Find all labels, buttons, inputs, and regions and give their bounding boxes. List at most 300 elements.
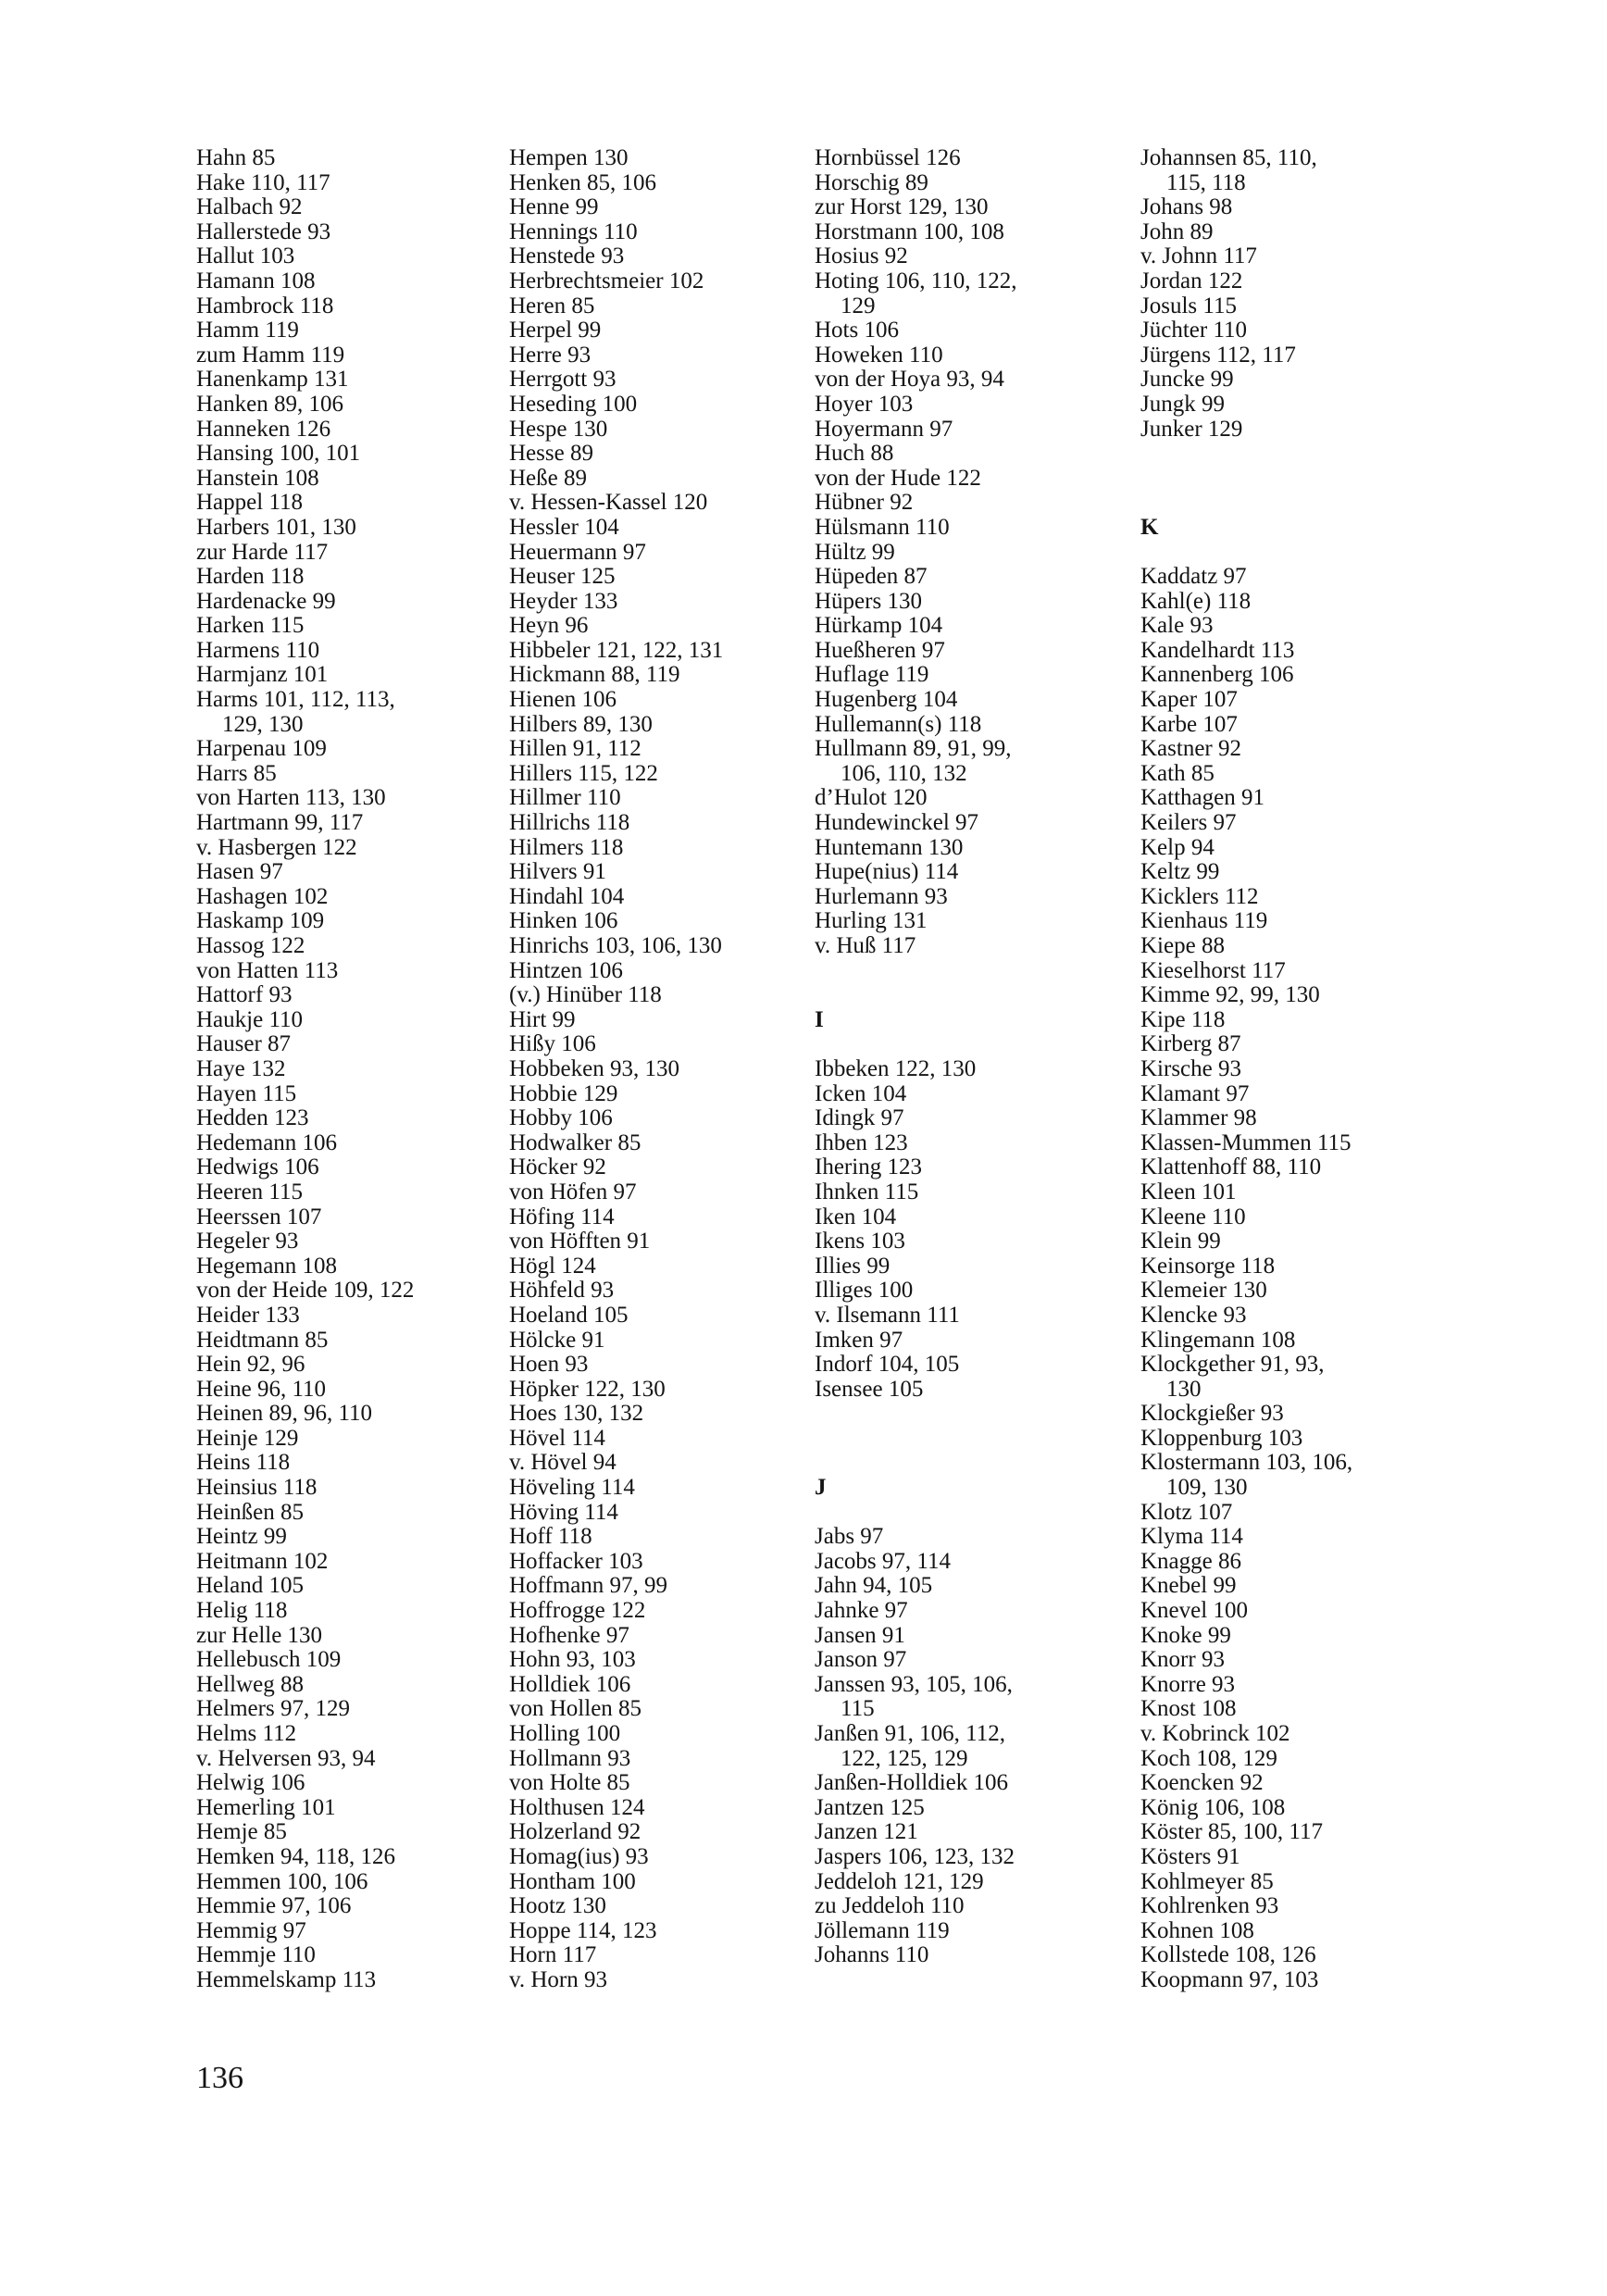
index-entry-text: Hullemann(s) 118 bbox=[815, 711, 982, 737]
index-entry bbox=[1140, 1329, 1446, 1354]
index-entry bbox=[196, 1451, 492, 1476]
index-entry bbox=[509, 1229, 805, 1254]
index-entry bbox=[1140, 737, 1446, 762]
index-entry-text: Happel 118 bbox=[196, 490, 304, 516]
index-entry-text: Haskamp 109 bbox=[196, 908, 325, 934]
index-entry-text: Helms 112 bbox=[196, 1721, 297, 1746]
index-entry-text: Hesse 89 bbox=[509, 441, 593, 467]
index-entry-continuation: 122, 125, 129 bbox=[841, 1745, 968, 1771]
index-entry bbox=[815, 146, 1120, 171]
index-entry bbox=[1140, 836, 1446, 861]
index-entry bbox=[196, 1870, 492, 1895]
index-entry bbox=[196, 1008, 492, 1033]
index-entry-text: von der Hoya 93, 94 bbox=[815, 367, 1004, 393]
index-entry-text: Hilbers 89, 130 bbox=[509, 711, 653, 737]
index-entry bbox=[509, 418, 805, 443]
index-entry bbox=[1140, 811, 1446, 836]
index-entry-text: Koencken 92 bbox=[1140, 1770, 1264, 1796]
index-entry-text: Hobbie 129 bbox=[509, 1080, 618, 1106]
index-entry-text: Heintz 99 bbox=[196, 1524, 287, 1550]
index-entry-text: Hemmen 100, 106 bbox=[196, 1868, 368, 1894]
index-entry bbox=[196, 442, 492, 467]
index-entry bbox=[1140, 195, 1446, 220]
index-entry-text: Hallut 103 bbox=[196, 243, 295, 269]
index-entry-text: Hanenkamp 131 bbox=[196, 367, 349, 393]
index-entry-text: Jeddeloh 121, 129 bbox=[815, 1868, 984, 1894]
index-entry bbox=[196, 1550, 492, 1575]
index-entry bbox=[196, 220, 492, 245]
index-entry-text: Kösters 91 bbox=[1140, 1843, 1240, 1869]
index-entry bbox=[1140, 983, 1446, 1008]
index-entry-text: Harmens 110 bbox=[196, 637, 320, 663]
index-entry bbox=[815, 171, 1120, 196]
index-entry bbox=[196, 1648, 492, 1673]
index-entry-text: Kannenberg 106 bbox=[1140, 662, 1294, 688]
index-entry-text: Jantzen 125 bbox=[815, 1794, 925, 1820]
index-entry bbox=[509, 1796, 805, 1821]
index-entry-text: Knevel 100 bbox=[1140, 1598, 1248, 1624]
index-entry bbox=[1140, 1229, 1446, 1254]
index-entry-text: Kicklers 112 bbox=[1140, 883, 1259, 909]
index-entry-text: Hüpeden 87 bbox=[815, 564, 928, 590]
index-entry bbox=[815, 1329, 1120, 1354]
index-entry-text: Janssen 93, 105, 106, bbox=[815, 1671, 1013, 1697]
index-entry bbox=[509, 1378, 805, 1403]
index-entry-text: Hintzen 106 bbox=[509, 957, 623, 983]
index-entry-text: Klemeier 130 bbox=[1140, 1278, 1267, 1304]
index-entry bbox=[509, 1501, 805, 1526]
index-entry bbox=[196, 614, 492, 639]
index-entry-text: Kahl(e) 118 bbox=[1140, 588, 1252, 614]
index-entry-text: Hoffacker 103 bbox=[509, 1548, 643, 1574]
index-entry bbox=[815, 393, 1120, 418]
index-entry-text: Jüchter 110 bbox=[1140, 318, 1248, 343]
index-entry-text: Kiepe 88 bbox=[1140, 933, 1225, 958]
index-entry bbox=[196, 1624, 492, 1649]
index-entry bbox=[509, 1599, 805, 1624]
index-entry-text: Hempen 130 bbox=[509, 145, 629, 170]
index-entry-text: Hedemann 106 bbox=[196, 1129, 338, 1155]
index-entry-text: Hattorf 93 bbox=[196, 982, 293, 1008]
index-spacer bbox=[815, 1501, 1120, 1526]
index-entry-text: Höveling 114 bbox=[509, 1475, 635, 1501]
index-entry bbox=[815, 1796, 1120, 1821]
index-entry bbox=[815, 269, 1120, 318]
index-entry bbox=[815, 1550, 1120, 1575]
index-entry bbox=[509, 269, 805, 294]
index-entry bbox=[196, 885, 492, 910]
index-entry-text: v. Johnn 117 bbox=[1140, 243, 1257, 269]
index-entry-text: Ihben 123 bbox=[815, 1129, 908, 1155]
index-entry bbox=[1140, 1106, 1446, 1131]
index-entry-text: Horschig 89 bbox=[815, 169, 928, 195]
index-entry bbox=[1140, 1574, 1446, 1599]
index-spacer bbox=[815, 1032, 1120, 1057]
index-entry-text: zu Jeddeloh 110 bbox=[815, 1893, 965, 1919]
index-entry bbox=[815, 565, 1120, 590]
index-entry-text: von der Hude 122 bbox=[815, 465, 981, 491]
index-entry-text: Hoes 130, 132 bbox=[509, 1401, 644, 1427]
index-entry bbox=[196, 983, 492, 1008]
index-entry bbox=[1140, 1771, 1446, 1796]
index-entry bbox=[815, 1082, 1120, 1107]
index-entry-text: Hemerling 101 bbox=[196, 1794, 336, 1820]
index-entry-text: Hayen 115 bbox=[196, 1080, 297, 1106]
index-entry-text: Hoeland 105 bbox=[509, 1302, 629, 1328]
index-entry bbox=[1140, 1501, 1446, 1526]
index-entry-text: Kieselhorst 117 bbox=[1140, 957, 1286, 983]
index-entry-text: Kleene 110 bbox=[1140, 1204, 1246, 1229]
index-entry bbox=[196, 1279, 492, 1304]
index-entry bbox=[196, 1082, 492, 1107]
index-entry bbox=[509, 1180, 805, 1205]
index-entry bbox=[1140, 1057, 1446, 1082]
index-entry bbox=[509, 1574, 805, 1599]
index-entry bbox=[815, 318, 1120, 343]
index-entry bbox=[815, 909, 1120, 934]
index-entry bbox=[509, 318, 805, 343]
index-entry bbox=[815, 1057, 1120, 1082]
index-entry-text: Kleen 101 bbox=[1140, 1179, 1237, 1204]
index-entry bbox=[1140, 1032, 1446, 1057]
index-entry-text: Köster 85, 100, 117 bbox=[1140, 1819, 1323, 1845]
index-entry-text: Klein 99 bbox=[1140, 1229, 1221, 1254]
index-entry-text: Imken 97 bbox=[815, 1327, 903, 1353]
index-entry-text: Hültz 99 bbox=[815, 539, 895, 565]
index-entry bbox=[509, 220, 805, 245]
index-entry bbox=[1140, 1008, 1446, 1033]
index-entry bbox=[815, 1624, 1120, 1649]
index-entry-text: Knebel 99 bbox=[1140, 1573, 1237, 1599]
index-entry-text: Heuermann 97 bbox=[509, 539, 646, 565]
index-entry-text: von Hatten 113 bbox=[196, 957, 339, 983]
index-entry-text: Helwig 106 bbox=[196, 1770, 305, 1796]
index-entry-text: Heseding 100 bbox=[509, 391, 638, 417]
index-entry bbox=[1140, 688, 1446, 713]
index-entry-text: v. Ilsemann 111 bbox=[815, 1302, 960, 1328]
index-entry-continuation: 115, 118 bbox=[1166, 169, 1246, 195]
index-entry bbox=[196, 1378, 492, 1403]
index-entry bbox=[1140, 1451, 1446, 1500]
index-entry-text: Hißy 106 bbox=[509, 1031, 596, 1057]
index-entry-text: Hasen 97 bbox=[196, 859, 283, 885]
index-entry-text: Hemje 85 bbox=[196, 1819, 287, 1845]
index-entry-text: Icken 104 bbox=[815, 1080, 907, 1106]
index-entry-text: Höpker 122, 130 bbox=[509, 1376, 666, 1402]
index-entry bbox=[815, 663, 1120, 688]
index-entry-text: Junker 129 bbox=[1140, 416, 1243, 442]
index-entry bbox=[196, 393, 492, 418]
index-spacer bbox=[815, 959, 1120, 984]
index-entry-text: Hots 106 bbox=[815, 318, 899, 343]
index-entry-text: Horstmann 100, 108 bbox=[815, 218, 1004, 244]
index-entry bbox=[1140, 713, 1446, 738]
index-entry bbox=[196, 1353, 492, 1378]
index-entry bbox=[815, 1943, 1120, 1968]
index-entry bbox=[509, 1131, 805, 1156]
index-entry bbox=[1140, 1624, 1446, 1649]
index-entry bbox=[196, 1894, 492, 1919]
index-entry-text: von Harten 113, 130 bbox=[196, 785, 386, 811]
index-entry-text: Huch 88 bbox=[815, 441, 894, 467]
index-entry bbox=[509, 639, 805, 664]
index-entry bbox=[509, 983, 805, 1008]
index-entry bbox=[196, 244, 492, 269]
index-entry bbox=[509, 1624, 805, 1649]
index-entry-text: Kelp 94 bbox=[1140, 834, 1215, 860]
index-entry bbox=[509, 663, 805, 688]
index-entry bbox=[509, 1329, 805, 1354]
index-entry-text: Hegemann 108 bbox=[196, 1253, 338, 1279]
index-entry-text: v. Kobrinck 102 bbox=[1140, 1721, 1290, 1746]
index-entry-text: Heyn 96 bbox=[509, 613, 589, 639]
index-entry bbox=[1140, 146, 1446, 195]
index-entry bbox=[196, 1943, 492, 1968]
index-entry bbox=[1140, 393, 1446, 418]
index-entry-text: Heider 133 bbox=[196, 1302, 300, 1328]
index-entry bbox=[1140, 1427, 1446, 1452]
index-entry bbox=[815, 442, 1120, 467]
index-entry-text: Klattenhoff 88, 110 bbox=[1140, 1154, 1322, 1180]
index-entry-text: Ihering 123 bbox=[815, 1154, 922, 1180]
index-entry bbox=[815, 811, 1120, 836]
index-entry-text: Hupe(nius) 114 bbox=[815, 859, 959, 885]
index-letter-heading: I bbox=[815, 1006, 824, 1032]
index-entry-text: Hobbeken 93, 130 bbox=[509, 1055, 679, 1081]
index-entry bbox=[1140, 1254, 1446, 1279]
index-entry-text: Ibbeken 122, 130 bbox=[815, 1055, 977, 1081]
index-entry bbox=[1140, 885, 1446, 910]
index-entry-text: Heren 85 bbox=[509, 293, 595, 318]
index-entry bbox=[815, 836, 1120, 861]
index-entry bbox=[509, 1771, 805, 1796]
index-entry-text: Holling 100 bbox=[509, 1721, 621, 1746]
index-entry bbox=[815, 1180, 1120, 1205]
index-entry bbox=[1140, 909, 1446, 934]
index-entry-text: Hardenacke 99 bbox=[196, 588, 336, 614]
index-entry bbox=[509, 294, 805, 319]
index-entry-text: Kale 93 bbox=[1140, 613, 1214, 639]
index-entry bbox=[1140, 418, 1446, 443]
index-entry-text: Hurlemann 93 bbox=[815, 883, 948, 909]
index-entry-text: Iken 104 bbox=[815, 1204, 897, 1229]
index-entry bbox=[815, 220, 1120, 245]
index-entry bbox=[1140, 1525, 1446, 1550]
index-entry-text: Hanneken 126 bbox=[196, 416, 331, 442]
index-entry bbox=[509, 1525, 805, 1550]
index-entry bbox=[1140, 343, 1446, 368]
index-entry bbox=[815, 541, 1120, 566]
index-entry-text: Hauser 87 bbox=[196, 1031, 292, 1057]
index-entry bbox=[1140, 294, 1446, 319]
index-entry-text: von der Heide 109, 122 bbox=[196, 1278, 415, 1304]
index-entry-text: v. Horn 93 bbox=[509, 1966, 608, 1992]
index-entry bbox=[1140, 934, 1446, 959]
index-entry-text: Hilmers 118 bbox=[509, 834, 624, 860]
index-entry bbox=[196, 934, 492, 959]
index-entry bbox=[196, 171, 492, 196]
index-entry bbox=[196, 1673, 492, 1698]
index-entry-text: Hickmann 88, 119 bbox=[509, 662, 680, 688]
index-entry-text: Hemken 94, 118, 126 bbox=[196, 1843, 396, 1869]
index-entry bbox=[815, 1131, 1120, 1156]
index-entry-text: zum Hamm 119 bbox=[196, 342, 345, 368]
index-entry-text: Huntemann 130 bbox=[815, 834, 964, 860]
index-entry bbox=[196, 909, 492, 934]
index-spacer bbox=[1140, 491, 1446, 516]
index-entry-text: zur Horst 129, 130 bbox=[815, 194, 989, 220]
index-entry bbox=[509, 1894, 805, 1919]
index-entry bbox=[815, 1229, 1120, 1254]
index-entry-text: Janzen 121 bbox=[815, 1819, 918, 1845]
index-entry-text: Hienen 106 bbox=[509, 687, 617, 713]
index-entry bbox=[1140, 590, 1446, 615]
index-entry bbox=[815, 368, 1120, 393]
index-entry-text: Heyder 133 bbox=[509, 588, 618, 614]
index-entry bbox=[815, 1599, 1120, 1624]
index-entry bbox=[509, 1106, 805, 1131]
index-entry bbox=[1140, 244, 1446, 269]
index-entry-text: Hemmie 97, 106 bbox=[196, 1893, 352, 1919]
index-entry bbox=[815, 1353, 1120, 1378]
index-entry bbox=[196, 1057, 492, 1082]
index-entry bbox=[1140, 1722, 1446, 1747]
index-entry-text: Horn 117 bbox=[509, 1942, 597, 1968]
index-entry-text: Heinsius 118 bbox=[196, 1475, 318, 1501]
index-entry-text: Hallerstede 93 bbox=[196, 218, 331, 244]
index-entry-text: Hodwalker 85 bbox=[509, 1129, 642, 1155]
index-entry bbox=[815, 1574, 1120, 1599]
index-entry bbox=[509, 811, 805, 836]
index-entry bbox=[1140, 1697, 1446, 1722]
index-entry-text: Hilvers 91 bbox=[509, 859, 606, 885]
index-entry bbox=[815, 1870, 1120, 1895]
index-entry bbox=[1140, 762, 1446, 787]
index-entry bbox=[1140, 1180, 1446, 1205]
index-entry bbox=[196, 1722, 492, 1747]
index-entry bbox=[196, 146, 492, 171]
index-entry-text: Howeken 110 bbox=[815, 342, 943, 368]
index-column-1 bbox=[196, 146, 492, 1993]
index-entry bbox=[509, 1304, 805, 1329]
index-entry-text: Kipe 118 bbox=[1140, 1006, 1226, 1032]
index-entry-text: zur Helle 130 bbox=[196, 1622, 323, 1648]
index-entry bbox=[815, 1648, 1120, 1673]
index-entry bbox=[509, 1747, 805, 1772]
index-entry-text: Hellebusch 109 bbox=[196, 1647, 342, 1673]
index-entry bbox=[509, 467, 805, 492]
index-entry-text: Hashagen 102 bbox=[196, 883, 329, 909]
index-letter-heading: J bbox=[815, 1475, 827, 1501]
index-entry bbox=[509, 1254, 805, 1279]
index-entry-text: Hibbeler 121, 122, 131 bbox=[509, 637, 724, 663]
index-entry-text: v. Hessen-Kassel 120 bbox=[509, 490, 708, 516]
index-entry bbox=[1140, 1968, 1446, 1993]
index-entry bbox=[196, 1427, 492, 1452]
index-entry bbox=[196, 516, 492, 541]
index-entry bbox=[815, 244, 1120, 269]
index-entry bbox=[509, 737, 805, 762]
index-entry bbox=[1140, 1673, 1446, 1698]
index-entry bbox=[196, 195, 492, 220]
index-spacer bbox=[1140, 541, 1446, 566]
index-entry bbox=[509, 1943, 805, 1968]
index-entry-text: Hennings 110 bbox=[509, 218, 638, 244]
index-entry-text: Klammer 98 bbox=[1140, 1105, 1257, 1131]
index-entry bbox=[509, 836, 805, 861]
index-entry-text: Isensee 105 bbox=[815, 1376, 924, 1402]
index-entry bbox=[509, 762, 805, 787]
index-entry-text: Hinken 106 bbox=[509, 908, 618, 934]
index-entry-text: Hillrichs 118 bbox=[509, 810, 630, 836]
index-entry bbox=[815, 1304, 1120, 1329]
index-entry-text: Hohn 93, 103 bbox=[509, 1647, 636, 1673]
index-entry bbox=[509, 1427, 805, 1452]
index-entry bbox=[1140, 1648, 1446, 1673]
index-entry-text: Kohlmeyer 85 bbox=[1140, 1868, 1274, 1894]
index-entry bbox=[1140, 1747, 1446, 1772]
index-entry-text: Hillen 91, 112 bbox=[509, 736, 642, 762]
index-entry-text: Hindahl 104 bbox=[509, 883, 625, 909]
index-entry-text: Kirberg 87 bbox=[1140, 1031, 1241, 1057]
index-entry-text: Henstede 93 bbox=[509, 243, 625, 269]
index-entry bbox=[1140, 1894, 1446, 1919]
index-entry bbox=[509, 713, 805, 738]
index-entry-text: Knorr 93 bbox=[1140, 1647, 1225, 1673]
index-entry bbox=[815, 516, 1120, 541]
index-entry bbox=[509, 1205, 805, 1230]
index-entry bbox=[1140, 1599, 1446, 1624]
index-entry-text: Hansing 100, 101 bbox=[196, 441, 361, 467]
index-entry-text: Knoke 99 bbox=[1140, 1622, 1231, 1648]
index-spacer bbox=[1140, 467, 1446, 492]
index-entry bbox=[196, 1304, 492, 1329]
index-entry-text: Hartmann 99, 117 bbox=[196, 810, 364, 836]
index-entry-text: Kath 85 bbox=[1140, 760, 1215, 786]
index-entry-text: Heinen 89, 96, 110 bbox=[196, 1401, 373, 1427]
index-entry-text: Haukje 110 bbox=[196, 1006, 304, 1032]
index-entry-text: Hamm 119 bbox=[196, 318, 299, 343]
index-entry-text: Hullmann 89, 91, 99, bbox=[815, 736, 1012, 762]
index-entry-text: Juncke 99 bbox=[1140, 367, 1234, 393]
index-entry-text: Hillers 115, 122 bbox=[509, 760, 658, 786]
index-entry-text: Hake 110, 117 bbox=[196, 169, 330, 195]
index-entry bbox=[196, 1106, 492, 1131]
index-entry bbox=[815, 1845, 1120, 1870]
index-entry bbox=[509, 1279, 805, 1304]
index-entry-text: Heeren 115 bbox=[196, 1179, 303, 1204]
index-entry-text: Heße 89 bbox=[509, 465, 587, 491]
index-entry bbox=[815, 195, 1120, 220]
index-entry-text: Hoffmann 97, 99 bbox=[509, 1573, 668, 1599]
index-entry-text: Höfing 114 bbox=[509, 1204, 615, 1229]
index-entry-text: Karbe 107 bbox=[1140, 711, 1238, 737]
index-entry bbox=[196, 1329, 492, 1354]
index-entry-text: Hofhenke 97 bbox=[509, 1622, 629, 1648]
index-entry bbox=[1140, 1919, 1446, 1944]
index-entry-text: Illies 99 bbox=[815, 1253, 891, 1279]
index-entry-text: Hoppe 114, 123 bbox=[509, 1917, 657, 1943]
index-entry-text: Hootz 130 bbox=[509, 1893, 606, 1919]
index-entry-text: Keinsorge 118 bbox=[1140, 1253, 1276, 1279]
index-entry-text: Hoyer 103 bbox=[815, 391, 914, 417]
index-entry-text: Hornbüssel 126 bbox=[815, 145, 961, 170]
index-entry bbox=[196, 1032, 492, 1057]
index-entry bbox=[196, 1820, 492, 1845]
index-entry bbox=[196, 1205, 492, 1230]
index-entry-text: Höving 114 bbox=[509, 1499, 618, 1525]
index-entry-text: Hamann 108 bbox=[196, 268, 316, 293]
